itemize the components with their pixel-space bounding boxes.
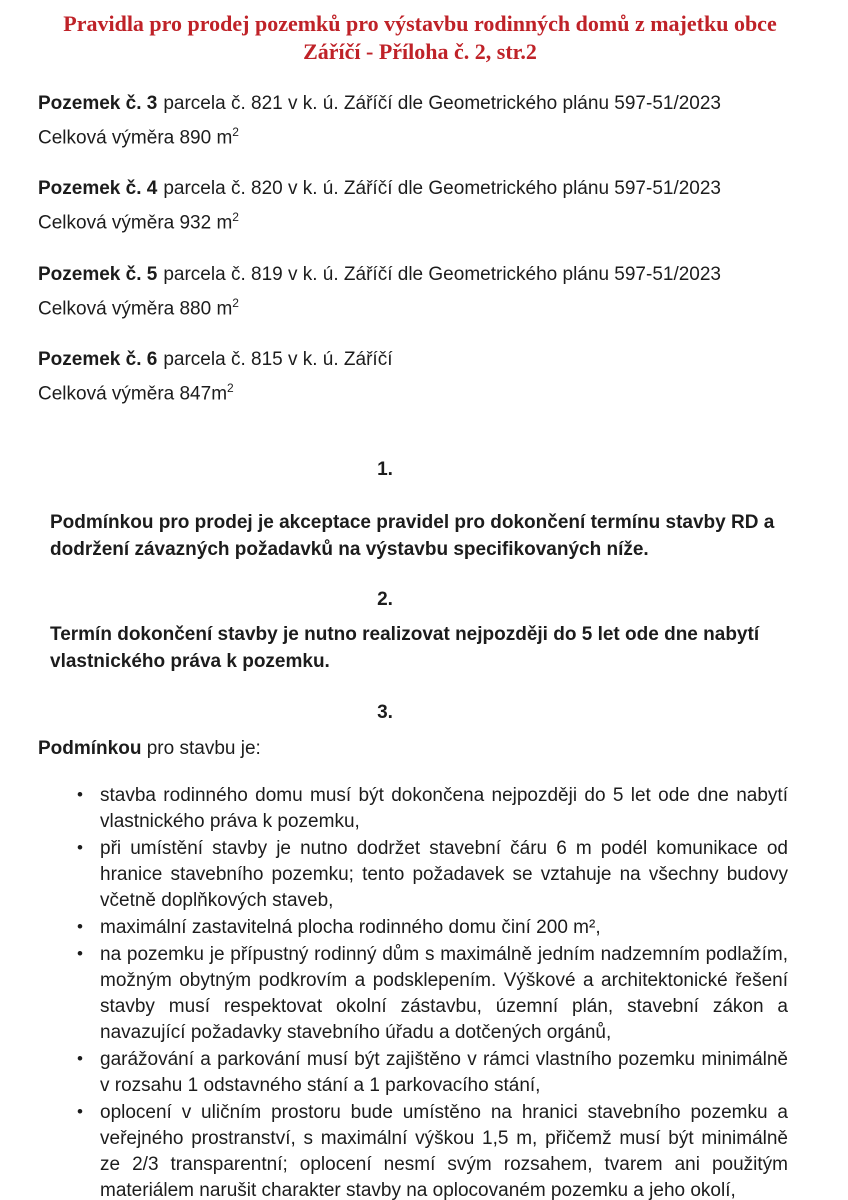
page-title-line1: Pravidla pro prodej pozemků pro výstavbu rodinných domů z majetku obce — [63, 11, 777, 36]
plot-detail: parcela č. 821 v k. ú. Záříčí dle Geometrického plánu 597-51/2023 — [163, 93, 721, 114]
plot-area: Celková výměra 932 $m^2$ — [38, 210, 239, 234]
condition-item: • stavba rodinného domu musí být dokončena nejpozději do 5 let ode dne nabytí vlastnického práva k pozemku, — [100, 783, 788, 835]
condition-item: • při umístění stavby je nutno dodržet stavební čáru 6 m podél komunikace od hranice stavebního pozemku; tento požadavek se vztahuje na všechny budovy včetně doplňkových staveb, — [100, 836, 788, 914]
section-3-intro-bold: Podmínkou — [38, 738, 142, 760]
plot-entry-5 — [38, 261, 792, 323]
plot-detail: parcela č. 820 v k. ú. Záříčí dle Geometrického plánu 597-51/2023 — [163, 178, 721, 200]
section-number-1: 1. — [377, 459, 393, 481]
plot-name: Pozemek č. 5 — [38, 263, 158, 285]
plot-list — [38, 90, 792, 408]
plot-heading — [38, 346, 792, 374]
section-paragraph-2: Termín dokončení stavby je nutno realizovat nejpozději do 5 let ode dne nabytí vlastnického práva k pozemku. — [50, 624, 760, 673]
conditions-list — [38, 783, 792, 1200]
condition-item: • na pozemku je přípustný rodinný dům s maximálně jedním nadzemním podlažím, možným obytným podkrovím a podsklepením. Výškové a architektonické řešení stavby musí respektovat okolní zástavbu, územní plán, stavební zákon a navazující požadavky stavebního úřadu a dotčených orgánů, — [100, 942, 788, 1046]
section-paragraph-1: Podmínkou pro prodej je akceptace pravidel pro dokončení termínu stavby RD a dodržení závazných požadavků na výstavbu specifikovaných níže. — [50, 512, 775, 561]
section-3-intro-rest: pro stavbu je: — [141, 738, 261, 760]
plot-entry-6 — [38, 346, 792, 408]
page-title-line2: Záříčí - Příloha č. 2, str.2 — [303, 39, 537, 64]
plot-area: Celková výměra 880 $m^2$ — [38, 295, 239, 319]
plot-area-superscript: 2 — [232, 125, 239, 139]
plot-entry-4 — [38, 175, 792, 237]
page-title — [48, 10, 792, 66]
section-number-3: 3. — [377, 702, 393, 724]
plot-heading — [38, 90, 792, 118]
plot-detail: parcela č. 815 v k. ú. Záříčí — [163, 348, 393, 370]
section-number-2: 2. — [377, 589, 393, 611]
plot-name: Pozemek č. 6 — [38, 348, 158, 370]
condition-item: • maximální zastavitelná plocha rodinného domu činí 200 m², — [100, 915, 788, 941]
section-3-intro — [38, 735, 792, 762]
plot-detail: parcela č. 819 v k. ú. Záříčí dle Geometrického plánu 597-51/2023 — [163, 263, 721, 285]
plot-area-superscript: 2 — [227, 380, 234, 395]
condition-item: • garážování a parkování musí být zajištěno v rámci vlastního pozemku minimálně v rozsahu 1 odstavného stání a 1 parkovacího stání, — [100, 1047, 788, 1099]
plot-area-superscript: 2 — [232, 295, 239, 310]
plot-heading — [38, 261, 792, 289]
plot-entry-3 — [38, 90, 792, 152]
plot-area: Celková výměra $847m^2$ — [38, 380, 234, 405]
plot-name: Pozemek č. 4 — [38, 178, 158, 200]
plot-name: Pozemek č. 3 — [38, 93, 158, 114]
plot-area-superscript: 2 — [232, 210, 239, 225]
plot-area: Celková výměra 890 $m^2$ — [38, 125, 239, 149]
condition-item: • oplocení v uličním prostoru bude umístěno na hranici stavebního pozemku a veřejného prostranství, s maximální výškou 1,5 m, přičemž musí být minimálně ze 2/3 transparentní; oplocení nesmí svým rozsahem, tvarem ani použitým materiálem narušit charakter stavby na oplocovaném pozemku a jeho okolí, — [100, 1100, 788, 1200]
plot-heading — [38, 175, 792, 203]
